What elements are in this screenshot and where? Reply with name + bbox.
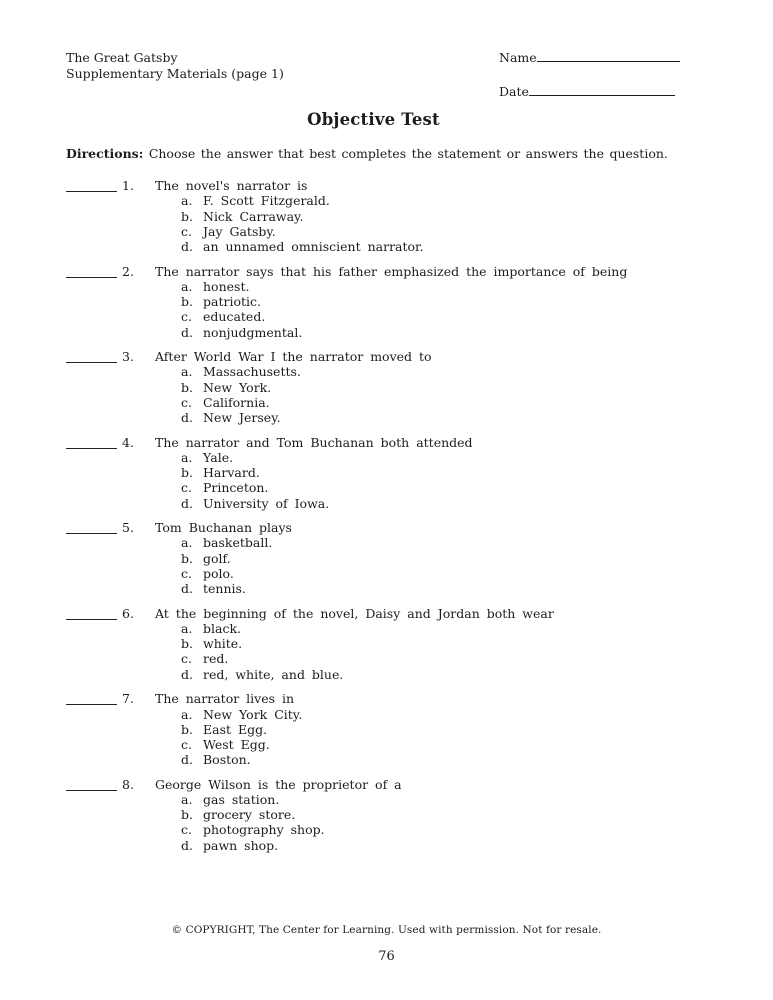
answer-blank[interactable] — [66, 691, 117, 705]
answer-option — [155, 838, 681, 853]
option-letter: a. — [181, 364, 193, 380]
option-letter: a. — [181, 706, 193, 722]
option-letter: a. — [181, 449, 193, 465]
option-text: New York City. — [203, 706, 303, 722]
question-item — [66, 435, 681, 511]
option-text: photography shop. — [203, 822, 325, 838]
answer-option — [155, 395, 681, 410]
answer-option — [155, 566, 681, 581]
option-text: California. — [203, 394, 270, 410]
question-body — [155, 777, 681, 853]
option-letter: c. — [181, 394, 192, 410]
option-text: East Egg. — [203, 721, 268, 737]
option-letter: d. — [181, 324, 193, 340]
answer-option — [155, 752, 681, 767]
directions-text: Choose the answer that best completes the statement or answers the question. — [143, 146, 668, 161]
option-letter: b. — [181, 465, 193, 481]
option-text: New Jersey. — [203, 410, 281, 426]
answer-option — [155, 294, 681, 309]
option-text: Boston. — [203, 752, 251, 768]
option-text: polo. — [203, 565, 234, 581]
answer-option — [155, 651, 681, 666]
option-letter: b. — [181, 550, 193, 566]
option-letter: b. — [181, 208, 193, 224]
option-letter: d. — [181, 410, 193, 426]
question-number: 6. — [122, 605, 134, 621]
question-number: 3. — [122, 349, 134, 365]
option-letter: c. — [181, 736, 192, 752]
question-number: 8. — [122, 776, 134, 792]
date-blank[interactable] — [529, 84, 675, 96]
option-letter: b. — [181, 721, 193, 737]
header-left — [66, 50, 284, 100]
answer-option — [155, 792, 681, 807]
question-item — [66, 777, 681, 853]
option-text: basketball. — [203, 535, 273, 551]
answer-blank[interactable] — [66, 435, 117, 449]
page-number: 76 — [378, 948, 395, 964]
answer-option — [155, 380, 681, 395]
option-text: New York. — [203, 379, 272, 395]
question-item — [66, 606, 681, 682]
answer-blank[interactable] — [66, 264, 117, 278]
option-text: educated. — [203, 309, 266, 325]
question-body — [155, 349, 681, 425]
option-letter: d. — [181, 581, 193, 597]
option-text: golf. — [203, 550, 231, 566]
option-letter: d. — [181, 495, 193, 511]
question-item — [66, 520, 681, 596]
option-text: tennis. — [203, 581, 246, 597]
option-text: Yale. — [203, 449, 234, 465]
question-stem: The novel's narrator is — [155, 178, 308, 194]
question-body — [155, 178, 681, 254]
option-text: white. — [203, 636, 243, 652]
option-text: red, white, and blue. — [203, 666, 344, 682]
option-text: nonjudgmental. — [203, 324, 303, 340]
answer-blank[interactable] — [66, 777, 117, 791]
answer-option — [155, 209, 681, 224]
option-text: red. — [203, 651, 229, 667]
question-item — [66, 349, 681, 425]
footer-copyright: © COPYRIGHT, The Center for Learning. Used with permission. Not for resale. — [171, 923, 602, 936]
option-text: Jay Gatsby. — [203, 223, 276, 239]
answer-option — [155, 807, 681, 822]
question-number: 4. — [122, 434, 134, 450]
question-number: 2. — [122, 263, 134, 279]
option-text: an unnamed omniscient narrator. — [203, 239, 424, 255]
option-letter: a. — [181, 535, 193, 551]
question-number: 1. — [122, 178, 134, 194]
option-letter: a. — [181, 620, 193, 636]
question-stem: Tom Buchanan plays — [155, 520, 292, 536]
page-title: Objective Test — [307, 110, 440, 129]
answer-option — [155, 450, 681, 465]
option-letter: d. — [181, 239, 193, 255]
answer-blank[interactable] — [66, 606, 117, 620]
directions — [66, 146, 681, 161]
option-text: Massachusetts. — [203, 364, 301, 380]
option-letter: d. — [181, 666, 193, 682]
header-right — [499, 50, 681, 100]
option-text: grocery store. — [203, 807, 296, 823]
option-letter: c. — [181, 223, 192, 239]
answer-option — [155, 581, 681, 596]
name-label: Name — [499, 50, 537, 65]
name-blank[interactable] — [537, 50, 680, 62]
answer-option — [155, 737, 681, 752]
option-letter: c. — [181, 565, 192, 581]
date-line — [499, 84, 681, 100]
question-body — [155, 435, 681, 511]
option-text: black. — [203, 620, 242, 636]
option-letter: b. — [181, 294, 193, 310]
answer-option — [155, 621, 681, 636]
option-text: gas station. — [203, 792, 280, 808]
answer-option — [155, 636, 681, 651]
option-letter: c. — [181, 651, 192, 667]
option-text: F. Scott Fitzgerald. — [203, 193, 330, 209]
option-text: pawn shop. — [203, 837, 279, 853]
answer-option — [155, 279, 681, 294]
answer-option — [155, 722, 681, 737]
page-header — [66, 50, 681, 100]
date-label: Date — [499, 84, 529, 99]
question-stem: The narrator says that his father emphasized the importance of being — [155, 263, 628, 279]
answer-option — [155, 496, 681, 511]
option-text: Nick Carraway. — [203, 208, 304, 224]
question-number: 7. — [122, 691, 134, 707]
answer-option — [155, 364, 681, 379]
answer-option — [155, 480, 681, 495]
option-letter: b. — [181, 636, 193, 652]
answer-option — [155, 309, 681, 324]
answer-option — [155, 325, 681, 340]
option-text: patriotic. — [203, 294, 261, 310]
option-letter: c. — [181, 822, 192, 838]
answer-blank[interactable] — [66, 520, 117, 534]
answer-option — [155, 535, 681, 550]
option-letter: a. — [181, 278, 193, 294]
question-stem: After World War I the narrator moved to — [155, 349, 432, 365]
answer-option — [155, 465, 681, 480]
questions-list — [66, 178, 681, 853]
question-body — [155, 264, 681, 340]
directions-label: Directions: — [66, 146, 144, 161]
course-title: The Great Gatsby — [66, 50, 178, 65]
question-stem: The narrator and Tom Buchanan both attended — [155, 434, 473, 450]
question-item — [66, 178, 681, 254]
answer-option — [155, 239, 681, 254]
answer-option — [155, 224, 681, 239]
option-letter: c. — [181, 309, 192, 325]
question-stem: The narrator lives in — [155, 691, 295, 707]
option-text: University of Iowa. — [203, 495, 330, 511]
name-line — [499, 50, 681, 66]
answer-option — [155, 822, 681, 837]
answer-option — [155, 193, 681, 208]
option-text: honest. — [203, 278, 250, 294]
question-item — [66, 264, 681, 340]
option-letter: a. — [181, 792, 193, 808]
option-letter: b. — [181, 807, 193, 823]
course-subtitle: Supplementary Materials (page 1) — [66, 66, 284, 81]
question-body — [155, 520, 681, 596]
answer-option — [155, 707, 681, 722]
option-text: West Egg. — [203, 736, 270, 752]
answer-option — [155, 410, 681, 425]
option-letter: a. — [181, 193, 193, 209]
option-text: Harvard. — [203, 465, 260, 481]
question-body — [155, 691, 681, 767]
question-number: 5. — [122, 520, 134, 536]
option-letter: d. — [181, 837, 193, 853]
answer-option — [155, 551, 681, 566]
option-letter: c. — [181, 480, 192, 496]
option-letter: d. — [181, 752, 193, 768]
answer-blank[interactable] — [66, 349, 117, 363]
question-stem: At the beginning of the novel, Daisy and Jordan both wear — [155, 605, 554, 621]
question-item — [66, 691, 681, 767]
question-body — [155, 606, 681, 682]
option-letter: b. — [181, 379, 193, 395]
answer-option — [155, 667, 681, 682]
question-stem: George Wilson is the proprietor of a — [155, 776, 402, 792]
option-text: Princeton. — [203, 480, 269, 496]
answer-blank[interactable] — [66, 178, 117, 192]
